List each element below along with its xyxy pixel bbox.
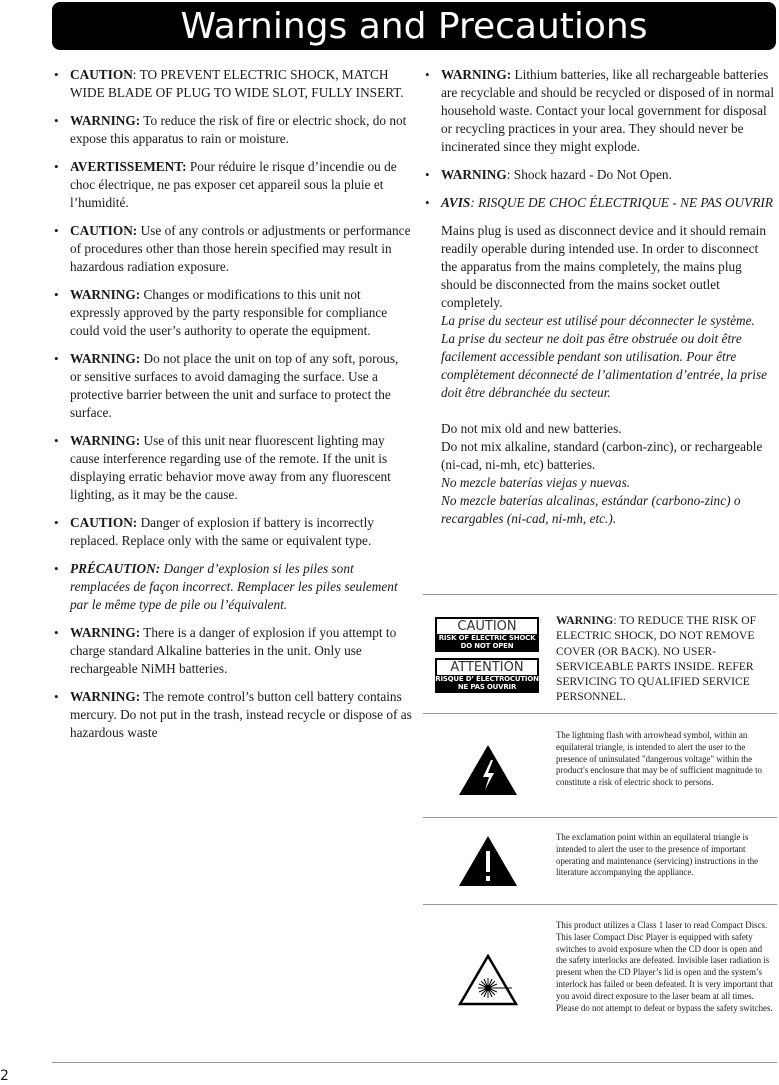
page-title: Warnings and Precautions	[52, 2, 776, 50]
warning-keyword: AVERTISSEMENT:	[70, 159, 187, 174]
laser-panel	[423, 905, 775, 1055]
bullet-icon: •	[54, 113, 59, 128]
bullet-icon: •	[54, 689, 59, 704]
battery-text-es-2: No mezcle baterías alcalinas, estándar (carbono-zinc) o recargables (ni-cad, ni-mh, etc.).	[441, 493, 741, 526]
lightning-triangle-icon	[458, 744, 518, 796]
warning-keyword: CAUTION:	[70, 223, 138, 238]
warning-text: Use of any controls or adjustments or performance of procedures other than those herein specified may result in hazardous radiation exposure.	[70, 223, 411, 274]
mains-text-en: Mains plug is used as disconnect device and it should remain readily operable during intended use. In order to disconnect the apparatus from the mains completely, the mains plug should be disconnected from the mains socket outlet completely.	[441, 223, 766, 310]
left-column	[52, 66, 412, 752]
warning-item	[52, 514, 412, 550]
cover-warning-panel	[423, 595, 775, 713]
warning-keyword: WARNING:	[70, 287, 141, 302]
warning-separator: :	[506, 167, 514, 182]
lightning-panel	[423, 714, 775, 817]
warning-text: Changes or modifications to this unit not expressly approved by the party responsible for compliance could void the user’s authority to operate the equipment.	[70, 287, 388, 338]
exclamation-text: The exclamation point within an equilateral triangle is intended to alert the user to the presence of important operating and maintenance (servicing) instructions in the literature accompanying the appliance.	[556, 832, 759, 878]
warning-text: TO PREVENT ELECTRIC SHOCK, MATCH WIDE BLADE OF PLUG TO WIDE SLOT, FULLY INSERT.	[70, 67, 404, 100]
warning-item	[52, 624, 412, 678]
warning-text: RISQUE DE CHOC ÉLECTRIQUE - NE PAS OUVRIR	[478, 195, 773, 210]
cover-warning-keyword: WARNING	[556, 614, 614, 627]
warning-text: Shock hazard - Do Not Open.	[513, 167, 672, 182]
exclamation-triangle-icon	[458, 835, 518, 887]
mains-plug-paragraphs	[423, 222, 775, 528]
bullet-icon: •	[54, 223, 59, 238]
warning-text: Danger d’explosion si les piles sont remplacées de façon incorrect. Remplacer les piles seulement par le même type de pile ou l’équivalent.	[70, 561, 398, 612]
bullet-icon: •	[54, 433, 59, 448]
warning-keyword: CAUTION	[70, 67, 133, 82]
battery-text-en-1: Do not mix old and new batteries.	[441, 421, 622, 436]
warning-keyword: CAUTION:	[70, 515, 138, 530]
bullet-icon: •	[54, 287, 59, 302]
battery-text-en-2: Do not mix alkaline, standard (carbon-zinc), or rechargeable (ni-cad, ni-mh, etc) batteries.	[441, 439, 763, 472]
cover-warning-body: : TO REDUCE THE RISK OF ELECTRIC SHOCK, DO NOT REMOVE COVER (OR BACK). NO USER-SERVICEABLE PARTS INSIDE. REFER SERVICING TO QUALIFIED SERVICE PERSONNEL.	[556, 614, 757, 704]
battery-text-es-1: No mezcle baterías viejas y nuevas.	[441, 475, 631, 490]
bullet-icon: •	[425, 167, 430, 182]
right-warning-list	[423, 66, 775, 212]
right-column	[423, 66, 775, 528]
left-warning-list	[52, 66, 412, 742]
warning-text: Pour réduire le risque d’incendie ou de choc électrique, ne pas exposer cet appareil sous la pluie et l’humidité.	[70, 159, 397, 210]
warning-keyword: WARNING:	[70, 351, 141, 366]
warning-keyword: WARNING:	[70, 433, 141, 448]
bullet-icon: •	[54, 515, 59, 530]
warning-keyword: WARNING:	[70, 689, 141, 704]
warning-item	[52, 432, 412, 504]
caution-label	[435, 617, 539, 652]
warning-keyword: AVIS	[441, 195, 471, 210]
caution-label-title: CAUTION	[437, 619, 537, 634]
warning-item	[52, 560, 412, 614]
warning-item	[52, 350, 412, 422]
laser-triangle-icon	[458, 954, 518, 1006]
cover-warning-text	[556, 613, 774, 705]
mains-text-fr-2: La prise du secteur ne doit pas être obstruée ou doit être facilement accessible pendant son utilisation. Pour être complètement déconnecté de l’alimentation d’entrée, la prise doit être débranchée du secteur.	[441, 331, 768, 400]
warning-item	[52, 222, 412, 276]
bullet-icon: •	[54, 67, 59, 82]
warning-text: The remote control’s button cell battery contains mercury. Do not put in the trash, instead recycle or dispose of as hazardous waste	[70, 689, 412, 740]
bullet-icon: •	[54, 159, 59, 174]
page-number: 2	[0, 1068, 9, 1084]
warning-item	[52, 688, 412, 742]
bullet-icon: •	[54, 625, 59, 640]
attention-label	[435, 658, 539, 693]
bullet-icon: •	[54, 561, 59, 576]
warning-item	[52, 286, 412, 340]
bullet-icon: •	[425, 67, 430, 82]
warning-text: Danger of explosion if battery is incorrectly replaced. Replace only with the same or equivalent type.	[70, 515, 374, 548]
mains-text-fr-1: La prise du secteur est utilisé pour déconnecter le système.	[441, 313, 755, 328]
lightning-text: The lightning flash with arrowhead symbol, within an equilateral triangle, is intended to alert the user to the presence of uninsulated "dangerous voltage" within the product's enclosure that may be of sufficient magnitude to constitute a risk of electric shock to persons.	[556, 730, 762, 788]
bullet-icon: •	[425, 195, 430, 210]
warning-keyword: WARNING:	[70, 113, 141, 128]
caution-label-line-2: DO NOT OPEN	[460, 642, 514, 650]
warning-separator: :	[132, 67, 140, 82]
warning-keyword: WARNING:	[441, 67, 512, 82]
warning-keyword: WARNING:	[70, 625, 141, 640]
warning-text: There is a danger of explosion if you attempt to charge standard Alkaline batteries in the unit. Only use rechargeable NiMH batteries.	[70, 625, 397, 676]
exclamation-panel	[423, 818, 775, 904]
warning-text: To reduce the risk of fire or electric shock, do not expose this apparatus to rain or moisture.	[70, 113, 407, 146]
warning-item	[423, 166, 775, 184]
warning-text: Use of this unit near fluorescent lighting may cause interference regarding use of the remote. If the unit is displaying erratic behavior move away from any fluorescent lighting, as it may be the cause.	[70, 433, 391, 502]
warning-text: Do not place the unit on top of any soft, porous, or sensitive surfaces to avoid damaging the surface. Use a protective barrier between the unit and surface to protect the surface.	[70, 351, 399, 420]
warning-separator: :	[470, 195, 479, 210]
warning-keyword: PRÉCAUTION:	[70, 561, 161, 576]
bullet-icon: •	[54, 351, 59, 366]
warning-item	[423, 66, 775, 156]
attention-label-line-2: NE PAS OUVRIR	[457, 683, 517, 691]
warning-item	[52, 158, 412, 212]
warning-item	[423, 194, 775, 212]
laser-text: This product utilizes a Class 1 laser to read Compact Discs. This laser Compact Disc Player is equipped with safety switches to avoid exposure when the CD door is open and the safety interlocks are defeated. Invisible laser radiation is present when the CD Player’s lid is open and the system’s interlock has failed or been defeated. It is very important that you avoid direct exposure to the laser beam at all times. Please do not attempt to defeat or bypass the safety switches.	[556, 920, 774, 1013]
warning-item	[52, 112, 412, 148]
attention-label-title: ATTENTION	[437, 660, 537, 675]
caution-label-line-1: RISK OF ELECTRIC SHOCK	[438, 634, 536, 642]
warning-item	[52, 66, 412, 102]
footer-rule	[52, 1062, 777, 1063]
attention-label-line-1: RISQUE D’ ÉLECTROCUTION	[435, 675, 539, 683]
warning-text: Lithium batteries, like all rechargeable batteries are recyclable and should be recycled or disposed of in normal household waste. Contact your local government for disposal or recycling practices in your area. They should never be incinerated since they might explode.	[441, 67, 775, 154]
warning-keyword: WARNING	[441, 167, 507, 182]
